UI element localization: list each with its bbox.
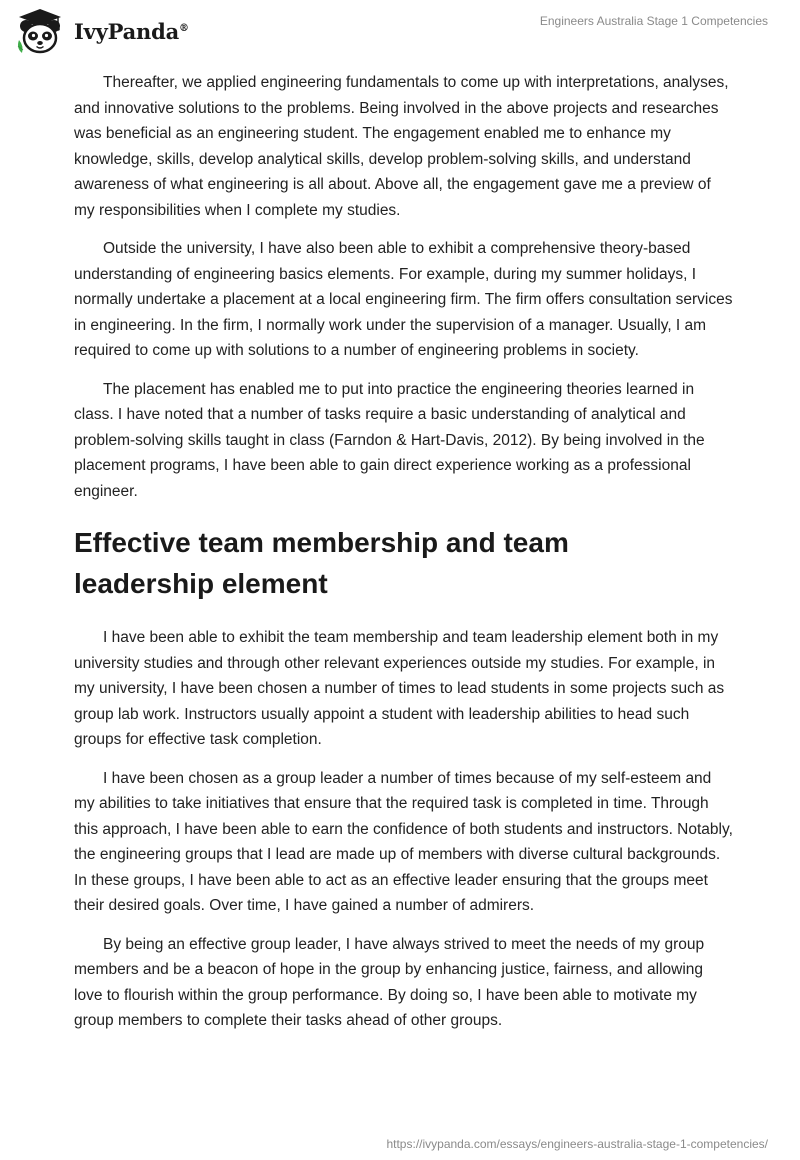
paragraph: By being an effective group leader, I have always strived to meet the needs of my group members and be a beacon of hope in the group by enhancing justice, fairness, and allowing love to flourish within the group performance. By doing so, I have been able to motivate my group members to complete their tasks ahead of other groups. (74, 935, 705, 1029)
paragraph: I have been chosen as a group leader a number of times because of my self-esteem and my abilities to take initiatives that ensure that the required task is completed in time. Through this approach, I have been able to earn the confidence of both students and instructors. Notably, the engineering groups that I lead are made up of members with diverse cultural backgrounds. In these groups, I have been able to act as an effective leader ensuring that the groups meet their desired goals. Over time, I have gained a number of admirers. (74, 769, 733, 914)
panda-graduate-icon (14, 6, 66, 56)
paragraph: Outside the university, I have also been able to exhibit a comprehensive theory-based understanding of engineering basics elements. For example, during my summer holidays, I normally undertake a placement at a local engineering firm. The firm offers consultation services in engineering. In the firm, I normally work under the supervision of a manager. Usually, I am required to come up with solutions to a number of engineering problems in society. (74, 240, 733, 359)
document-title: Engineers Australia Stage 1 Competencies (539, 14, 768, 28)
ivypanda-logo[interactable] (14, 6, 189, 56)
paragraph: The placement has enabled me to put into practice the engineering theories learned in class. I have noted that a number of tasks require a basic understanding of analytical and problem-solving skills taught in class (Farndon & Hart-Davis, 2012). By being involved in the placement programs, I have been able to gain direct experience working as a professional engineer. (74, 380, 705, 500)
brand-name (74, 19, 189, 44)
registered-mark: ® (179, 22, 189, 34)
brand-text: IvyPanda (74, 18, 180, 44)
paragraph: Thereafter, we applied engineering fundamentals to come up with interpretations, analyses, and innovative solutions to the problems. Being involved in the above projects and researches was beneficial as an engineering student. The engagement enabled me to enhance my knowledge, skills, develop analytical skills, develop problem-solving skills, and understand awareness of what engineering is all about. Above all, the engagement gave me a preview of my responsibilities when I complete my studies. (74, 74, 729, 219)
page-header (0, 0, 800, 60)
paragraph: I have been able to exhibit the team membership and team leadership element both in my university studies and through other relevant experiences outside my studies. For example, in my university, I have been chosen a number of times to lead students in some projects such as group lab work. Instructors usually appoint a student with leadership abilities to head such groups for effective task completion. (74, 629, 725, 748)
section-heading: Effective team membership and team leadership element (74, 527, 569, 599)
essay-content (74, 70, 734, 1047)
source-url-link[interactable]: https://ivypanda.com/essays/engineers-australia-stage-1-competencies/ (386, 1137, 768, 1151)
